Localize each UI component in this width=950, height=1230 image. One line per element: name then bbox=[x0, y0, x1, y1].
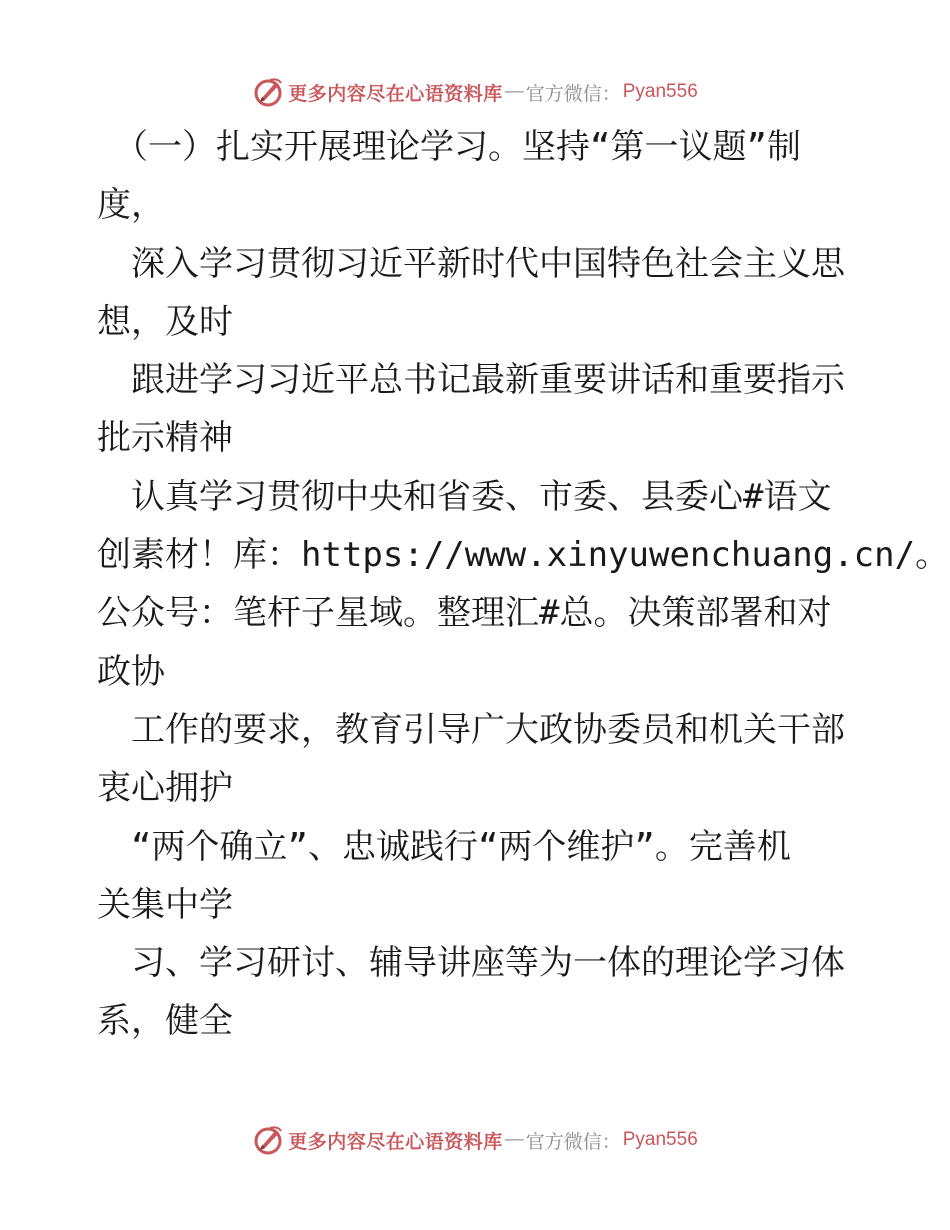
text-line: 想，及时 bbox=[97, 301, 233, 342]
quill-logo-icon bbox=[252, 1124, 284, 1156]
quill-logo-icon bbox=[252, 76, 284, 108]
footer-wechat-label: 官方微信： bbox=[525, 1130, 621, 1153]
footer-wechat-id: Pyan556 bbox=[622, 1129, 698, 1150]
text-line: 政协 bbox=[97, 651, 165, 692]
text-line: 创素材！库：https://www.xinyuwenchuang.cn/。 bbox=[97, 535, 950, 576]
text-line: “两个确立”、忠诚践行“两个维护”。完善机 bbox=[97, 826, 791, 867]
body-text bbox=[97, 118, 950, 1051]
text-line: 系，健全 bbox=[97, 1001, 233, 1042]
text-line: 习、学习研讨、辅导讲座等为一体的理论学习体 bbox=[97, 943, 845, 984]
text-line: 衷心拥护 bbox=[97, 768, 233, 809]
header-dash: — bbox=[504, 81, 524, 102]
text-line: 批示精神 bbox=[97, 418, 233, 459]
footer-banner bbox=[0, 1120, 950, 1160]
text-line: 关集中学 bbox=[97, 884, 233, 925]
footer-dash: — bbox=[504, 1129, 524, 1150]
header-tagline: 更多内容尽在心语资料库 bbox=[288, 82, 503, 105]
text-line: 公众号：笔杆子星域。整理汇#总。决策部署和对 bbox=[97, 593, 832, 634]
header-wechat-label: 官方微信： bbox=[525, 82, 621, 105]
header-banner bbox=[0, 72, 950, 112]
text-line: 跟进学习习近平总书记最新重要讲话和重要指示 bbox=[97, 360, 845, 401]
text-line: 度， bbox=[97, 185, 165, 226]
text-line: 工作的要求，教育引导广大政协委员和机关干部 bbox=[97, 709, 845, 750]
text-line: 认真学习贯彻中央和省委、市委、县委心#语文 bbox=[97, 476, 832, 517]
footer-tagline: 更多内容尽在心语资料库 bbox=[288, 1130, 503, 1153]
header-wechat-id: Pyan556 bbox=[622, 81, 698, 102]
text-line: （一）扎实开展理论学习。坚持“第一议题”制 bbox=[97, 127, 801, 167]
text-line: 深入学习贯彻习近平新时代中国特色社会主义思 bbox=[97, 243, 845, 284]
